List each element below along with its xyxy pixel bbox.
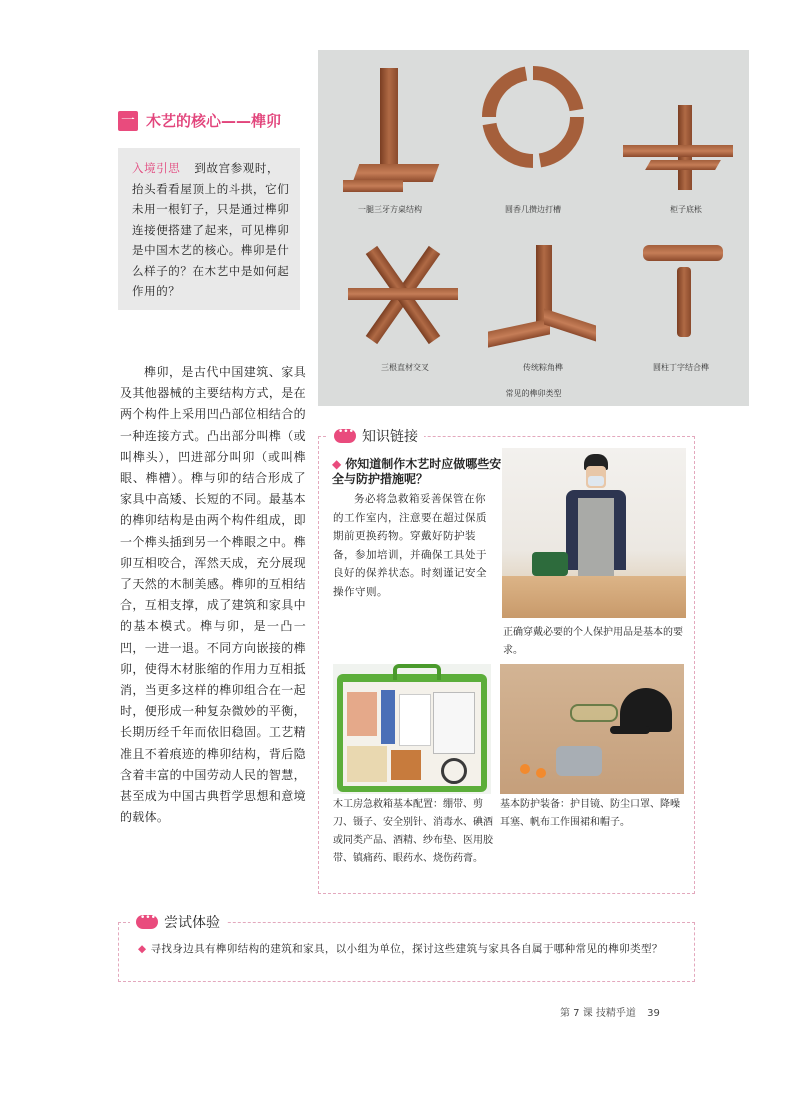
joint-photo-3 — [618, 105, 738, 195]
diamond-bullet-icon: ◆ — [332, 457, 342, 471]
intro-text: 到故宫参观时，抬头看看屋顶上的斗拱，它们未用一根钉子，只是通过榫卯连接便搭建了起来，可见榫卯是中国木艺的核心。榫卯是什么样子的？在木艺中是如何起作用的？ — [132, 161, 290, 298]
joint-label-2: 圆香几攒边打槽 — [505, 205, 561, 214]
speech-bubble-icon — [136, 915, 158, 929]
knowledge-heading-text: 知识链接 — [362, 429, 418, 445]
joint-photo-6 — [643, 245, 733, 345]
try-text-body: 寻找身边具有榫卯结构的建筑和家具，以小组为单位，探讨这些建筑与家具各自属于哪种常见的榫卯类型？ — [150, 943, 663, 955]
diamond-bullet-icon: ◆ — [138, 943, 147, 955]
page-footer — [560, 1004, 660, 1019]
page-number: 39 — [647, 1008, 660, 1019]
body-paragraph: 榫卯，是古代中国建筑、家具及其他器械的主要结构方式，是在两个构件上采用凹凸部位相结合的一种连接方式。凸出部分叫榫（或叫榫头），凹进部分叫卯（或叫榫眼、榫槽）。榫与卯的结合形成了家具中高矮、长短的不同。最基本的榫卯结构是由两个构件组成，即一个榫头插到另一个榫眼之中。榫卯互相咬合，浑然天成，充分展现了天然的木制美感。榫卯的互相结合，互相支撑，成了建筑和家具中的基本模式。榫与卯，是一凸一凹，一进一退。不同方向嵌接的榫卯，使得木材胀缩的作用力互相抵消，当更多这样的榫卯组合在一起时，便形成一种复杂微妙的平衡，长期历经千年而依旧稳固。工艺精准且不着痕迹的榫卯结构，背后隐含着丰富的中国劳动人民的智慧，甚至成为中国古典哲学思想和意境的载体。 — [120, 365, 306, 825]
knowledge-heading — [328, 426, 424, 446]
section-number: 一 — [118, 111, 138, 131]
first-aid-caption: 木工房急救箱基本配置：绷带、剪刀、镊子、安全别针、消毒水、碘酒或同类产品、酒精、纱布垫、医用胶带、镇痛药、眼药水、烧伤药膏。 — [333, 799, 493, 864]
try-text — [138, 940, 686, 958]
joint-photo-2 — [478, 62, 588, 172]
try-heading — [130, 912, 226, 932]
first-aid-kit-photo — [333, 664, 491, 794]
speech-bubble-icon — [334, 429, 356, 443]
footer-lesson: 第 7 课 技精乎道 — [560, 1008, 636, 1019]
joint-label-5: 传统粽角榫 — [523, 363, 563, 372]
joint-photo-panel — [318, 50, 749, 406]
knowledge-question — [332, 457, 502, 487]
joint-label-6: 圆柱丁字结合榫 — [653, 363, 709, 372]
ring-shape — [478, 62, 588, 172]
protective-gear-caption: 正确穿戴必要的个人保护用品是基本的要求。 — [503, 627, 683, 656]
intro-tag: 入境引思 — [132, 161, 181, 175]
joint-label-3: 柜子底枨 — [670, 205, 702, 214]
knowledge-answer: 务必将急救箱妥善保管在你的工作室内，注意要在超过保质期前更换药物。穿戴好防护装备，参加培训，并确保工具处于良好的保养状态。时刻谨记安全操作守则。 — [333, 493, 487, 598]
section-header — [118, 110, 281, 131]
joint-label-1: 一腿三牙方桌结构 — [358, 205, 422, 214]
joint-photo-5 — [488, 245, 598, 345]
protective-gear-photo — [502, 448, 686, 618]
intro-box — [118, 148, 300, 310]
section-title: 木艺的核心——榫卯 — [146, 112, 282, 130]
safety-gear-photo — [500, 664, 684, 794]
safety-gear-caption: 基本防护装备：护目镜、防尘口罩、降噪耳塞、帆布工作围裙和帽子。 — [500, 799, 680, 828]
knowledge-question-text: 你知道制作木艺时应做哪些安全与防护措施呢？ — [332, 457, 502, 486]
joint-panel-caption: 常见的榫卯类型 — [505, 389, 562, 398]
joint-label-4: 三根直材交叉 — [381, 363, 429, 372]
try-heading-text: 尝试体验 — [164, 915, 220, 931]
joint-photo-1 — [338, 68, 438, 198]
joint-photo-4 — [348, 240, 458, 350]
